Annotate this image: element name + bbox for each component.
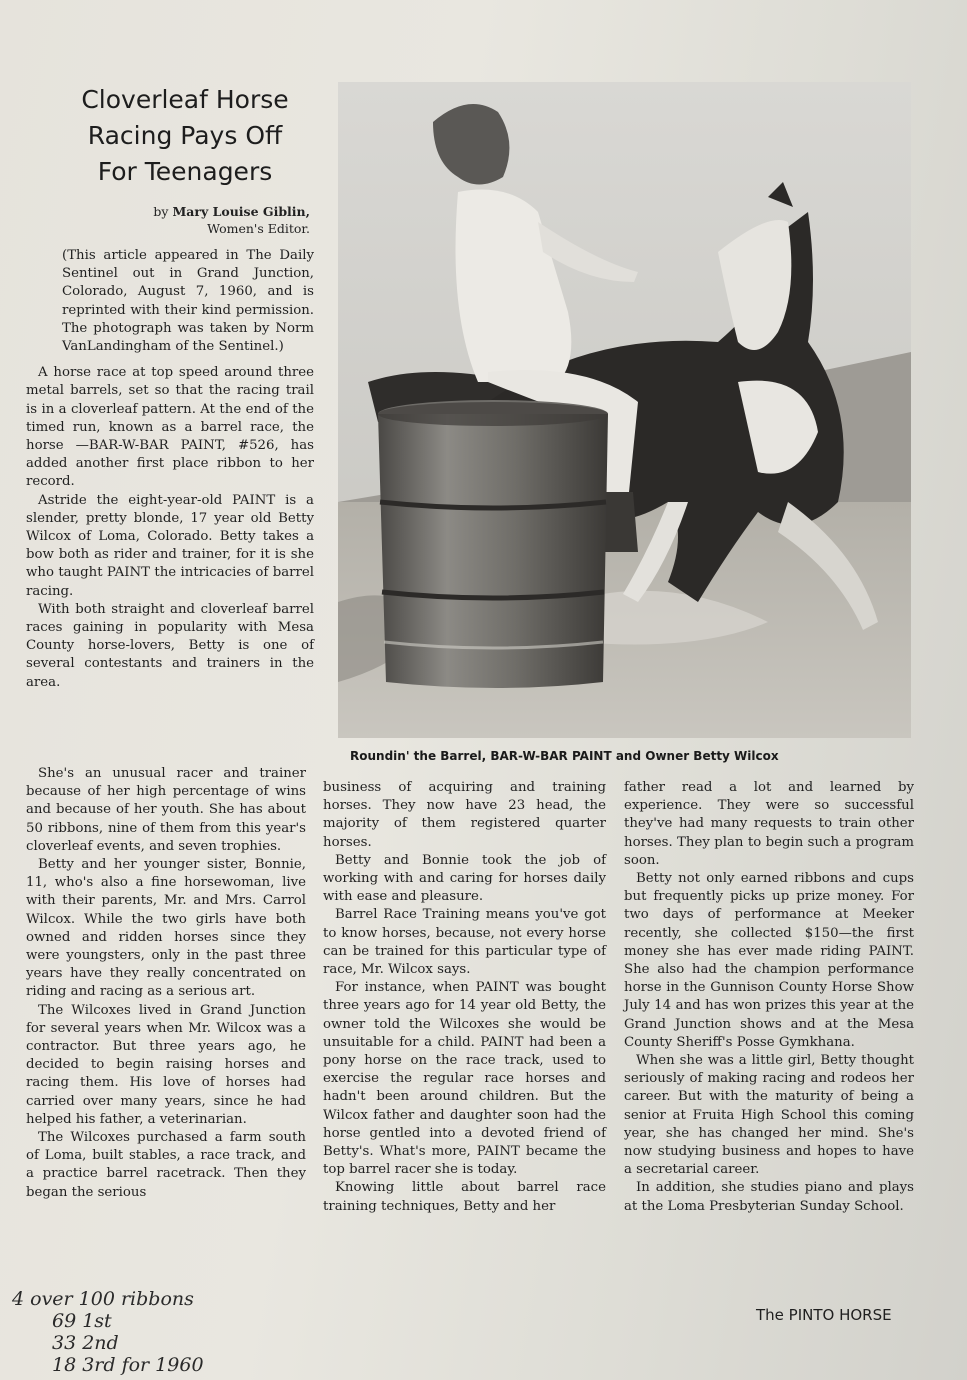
paragraph: Barrel Race Training means you've got to know horses, because, not every horse can be trained for this particular type of race, Mr. Wilcox says.	[323, 907, 606, 978]
column-2	[323, 779, 606, 1216]
paragraph: The Wilcoxes purchased a farm south of Loma, built stables, a race track, and a practice barrel racetrack. Then they began the serious	[26, 1130, 306, 1200]
paragraph: The Wilcoxes lived in Grand Junction for several years when Mr. Wilcox was a contractor. But three years ago, he decided to begin raising horses and racing them. His love of horses had carried over many years, since he had helped his father, a veterinarian.	[26, 1002, 306, 1127]
handwritten-line: 33 2nd	[52, 1332, 119, 1354]
handwritten-line: 18 3rd for 1960	[52, 1354, 204, 1376]
column-3	[624, 779, 914, 1216]
reprint-note: (This article appeared in The Daily Sentinel out in Grand Junction, Colorado, August 7, 1960, and is reprinted with their kind permission. The photograph was taken by Norm VanLandingham of the Sentinel.)	[62, 248, 314, 355]
paragraph: With both straight and cloverleaf barrel races gaining in popularity with Mesa County horse-lovers, Betty is one of several contestants and trainers in the area.	[26, 601, 314, 690]
byline-prefix: by	[153, 204, 173, 219]
paragraph: Betty and Bonnie took the job of working with and caring for horses daily with ease and pleasure.	[323, 852, 606, 905]
byline	[70, 203, 310, 237]
publication-name: The PINTO HORSE	[756, 1306, 892, 1324]
title-line: Racing Pays Off	[87, 121, 283, 150]
paragraph: Knowing little about barrel race training techniques, Betty and her	[323, 1180, 606, 1214]
author-role: Women's Editor.	[207, 221, 310, 236]
author-name: Mary Louise Giblin,	[172, 204, 310, 219]
paragraph: business of acquiring and training horses. They now have 23 head, the majority of them registered quarter horses.	[323, 780, 606, 850]
paragraph: When she was a little girl, Betty thought seriously of making racing and rodeos her career. But with the maturity of being a senior at Fruita High School this coming year, she has changed her mind. She's now studying business and hopes to have a secretarial career.	[624, 1053, 914, 1178]
paragraph: For instance, when PAINT was bought three years ago for 14 year old Betty, the owner told the Wilcoxes she would be unsuitable for a child. PAINT had been a pony horse on the race track, used to exercise the regular race horses and hadn't been around children. But the Wilcox father and daughter soon had the horse gentled into a devoted friend of Betty's. What's more, PAINT became the top barrel racer she is today.	[323, 980, 606, 1178]
photo-illustration	[338, 82, 911, 738]
paragraph: In addition, she studies piano and plays at the Loma Presbyterian Sunday School.	[624, 1180, 914, 1214]
handwritten-line: 69 1st	[52, 1310, 112, 1332]
paragraph: She's an unusual racer and trainer because of her high percentage of wins and because of her youth. She has about 50 ribbons, nine of them from this year's cloverleaf events, and seven trophies.	[26, 766, 306, 854]
paragraph: father read a lot and learned by experience. They were so successful they've had many requests to train other horses. They plan to begin such a program soon.	[624, 780, 914, 868]
title-line: For Teenagers	[97, 157, 273, 186]
photo-caption: Roundin' the Barrel, BAR-W-BAR PAINT and Owner Betty Wilcox	[350, 749, 779, 763]
photo-barrel-racing	[338, 82, 911, 738]
paragraph: A horse race at top speed around three metal barrels, set so that the racing trail is in a cloverleaf pattern. At the end of the timed run, known as a barrel race, the horse —BAR-W-BAR PAINT, #526, has added another first place ribbon to her record.	[26, 365, 314, 490]
column-1	[26, 247, 314, 692]
article-title	[40, 82, 330, 190]
paragraph: Betty and her younger sister, Bonnie, 11, who's also a fine horsewoman, live with their parents, Mr. and Mrs. Carrol Wilcox. While the two girls have both owned and ridden horses since they were youngsters, only in the past three years have they really concentrated on riding and racing as a serious art.	[26, 857, 306, 1000]
handwritten-line: 4 over 100 ribbons	[12, 1288, 194, 1310]
column-1-lower	[26, 765, 306, 1202]
paragraph: Astride the eight-year-old PAINT is a slender, pretty blonde, 17 year old Betty Wilcox of Loma, Colorado. Betty takes a bow both as rider and trainer, for it is she who taught PAINT the intricacies of barrel racing.	[26, 492, 314, 599]
handwritten-note	[12, 1288, 204, 1376]
paragraph: Betty not only earned ribbons and cups but frequently picks up prize money. For two days of performance at Meeker recently, she collected $150—the first money she has ever made riding PAINT. She also had the champion performance horse in the Gunnison County Horse Show July 14 and has won prizes this year at the Grand Junction shows and at the Mesa County Sheriff's Posse Gymkhana.	[624, 871, 914, 1050]
title-line: Cloverleaf Horse	[81, 85, 289, 114]
